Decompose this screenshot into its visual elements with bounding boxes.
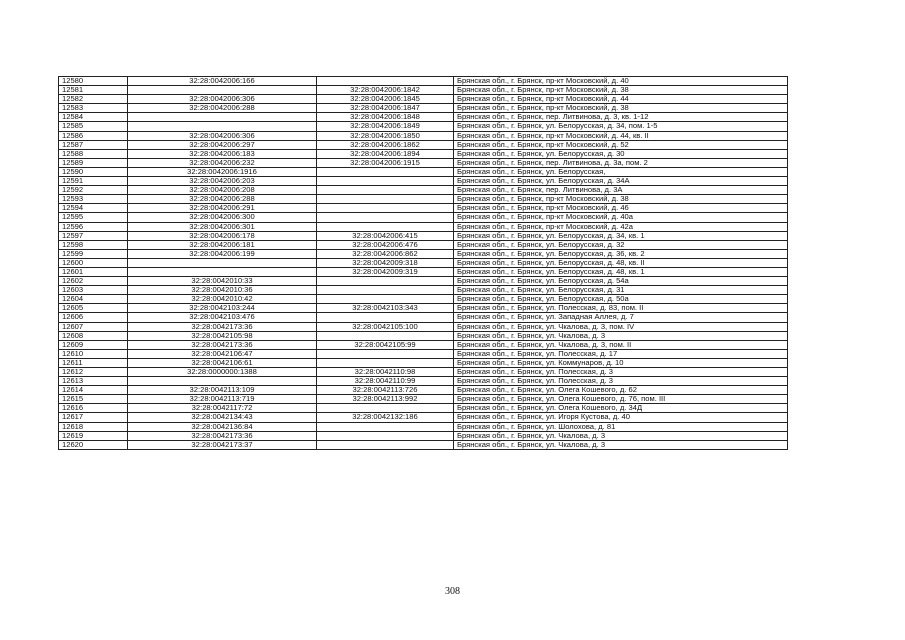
linked-cadastral-number-cell [317,422,454,431]
row-number-cell: 12613 [59,377,128,386]
linked-cadastral-number-cell [317,349,454,358]
row-number-cell: 12616 [59,404,128,413]
row-number-cell: 12582 [59,95,128,104]
linked-cadastral-number-cell [317,167,454,176]
address-cell: Брянская обл., г. Брянск, ул. Белорусская, д. 31 [454,286,788,295]
row-number-cell: 12607 [59,322,128,331]
address-cell: Брянская обл., г. Брянск, ул. Чкалова, д. 3 [454,331,788,340]
address-cell: Брянская обл., г. Брянск, ул. Белорусская, д. 48, кв. 1 [454,267,788,276]
linked-cadastral-number-cell: 32:28:0042009:319 [317,267,454,276]
linked-cadastral-number-cell: 32:28:0042113:726 [317,386,454,395]
address-cell: Брянская обл., г. Брянск, пр-кт Московский, д. 38 [454,195,788,204]
table-row [59,322,788,331]
address-cell: Брянская обл., г. Брянск, ул. Белорусская, д. 32 [454,240,788,249]
table-row [59,195,788,204]
linked-cadastral-number-cell: 32:28:0042105:99 [317,340,454,349]
row-number-cell: 12606 [59,313,128,322]
row-number-cell: 12619 [59,431,128,440]
cadastral-number-cell: 32:28:0042006:1916 [128,167,317,176]
cadastral-number-cell: 32:28:0042010:33 [128,277,317,286]
address-cell: Брянская обл., г. Брянск, ул. Полесская, д. 3 [454,377,788,386]
linked-cadastral-number-cell: 32:28:0042006:862 [317,249,454,258]
linked-cadastral-number-cell [317,222,454,231]
row-number-cell: 12590 [59,167,128,176]
row-number-cell: 12605 [59,304,128,313]
table-row [59,267,788,276]
row-number-cell: 12618 [59,422,128,431]
row-number-cell: 12608 [59,331,128,340]
table-row [59,186,788,195]
address-cell: Брянская обл., г. Брянск, пр-кт Московский, д. 44 [454,95,788,104]
cadastral-number-cell: 32:28:0042106:61 [128,358,317,367]
row-number-cell: 12583 [59,104,128,113]
address-cell: Брянская обл., г. Брянск, ул. Белорусская, д. 54а [454,277,788,286]
address-cell: Брянская обл., г. Брянск, пер. Литвинова, д. 3, кв. 1-12 [454,113,788,122]
cadastral-number-cell: 32:28:0042006:301 [128,222,317,231]
row-number-cell: 12611 [59,358,128,367]
cadastral-number-cell: 32:28:0042006:288 [128,104,317,113]
table-row [59,295,788,304]
address-cell: Брянская обл., г. Брянск, ул. Олега Кошевого, д. 62 [454,386,788,395]
cadastral-number-cell: 32:28:0042006:291 [128,204,317,213]
cadastral-number-cell: 32:28:0042006:181 [128,240,317,249]
address-cell: Брянская обл., г. Брянск, пр-кт Московский, д. 38 [454,86,788,95]
cadastral-number-cell: 32:28:0000000:1388 [128,368,317,377]
linked-cadastral-number-cell [317,204,454,213]
linked-cadastral-number-cell: 32:28:0042006:1862 [317,140,454,149]
address-cell: Брянская обл., г. Брянск, ул. Чкалова, д. 3, пом. IV [454,322,788,331]
linked-cadastral-number-cell [317,431,454,440]
cadastral-number-cell: 32:28:0042103:244 [128,304,317,313]
table-row [59,368,788,377]
table-row [59,440,788,449]
table-row [59,131,788,140]
linked-cadastral-number-cell: 32:28:0042006:1848 [317,113,454,122]
table-row [59,258,788,267]
address-cell: Брянская обл., г. Брянск, ул. Белорусская, д. 50а [454,295,788,304]
row-number-cell: 12612 [59,368,128,377]
cadastral-number-cell: 32:28:0042173:36 [128,340,317,349]
row-number-cell: 12617 [59,413,128,422]
linked-cadastral-number-cell [317,77,454,86]
cadastral-table [58,76,788,450]
table-row [59,240,788,249]
row-number-cell: 12620 [59,440,128,449]
row-number-cell: 12594 [59,204,128,213]
address-cell: Брянская обл., г. Брянск, ул. Полесская, д. 3 [454,368,788,377]
table-row [59,140,788,149]
table-row [59,331,788,340]
table-row [59,404,788,413]
table-row [59,395,788,404]
row-number-cell: 12588 [59,149,128,158]
row-number-cell: 12591 [59,177,128,186]
table-row [59,413,788,422]
address-cell: Брянская обл., г. Брянск, ул. Белорусская, д. 30 [454,149,788,158]
table-row [59,77,788,86]
cadastral-number-cell: 32:28:0042113:719 [128,395,317,404]
cadastral-number-cell: 32:28:0042006:166 [128,77,317,86]
row-number-cell: 12604 [59,295,128,304]
table-row [59,349,788,358]
linked-cadastral-number-cell [317,440,454,449]
table-body [59,77,788,450]
table-row [59,122,788,131]
linked-cadastral-number-cell [317,186,454,195]
address-cell: Брянская обл., г. Брянск, ул. Полесская, д. 83, пом. II [454,304,788,313]
row-number-cell: 12614 [59,386,128,395]
cadastral-number-cell: 32:28:0042006:232 [128,158,317,167]
row-number-cell: 12584 [59,113,128,122]
cadastral-number-cell: 32:28:0042103:476 [128,313,317,322]
cadastral-number-cell: 32:28:0042006:203 [128,177,317,186]
address-cell: Брянская обл., г. Брянск, ул. Игоря Кустова, д. 40 [454,413,788,422]
cadastral-number-cell [128,122,317,131]
table-row [59,313,788,322]
cadastral-number-cell: 32:28:0042006:178 [128,231,317,240]
linked-cadastral-number-cell [317,195,454,204]
linked-cadastral-number-cell: 32:28:0042132:186 [317,413,454,422]
address-cell: Брянская обл., г. Брянск, пер. Литвинова, д. 3А [454,186,788,195]
cadastral-number-cell: 32:28:0042105:98 [128,331,317,340]
row-number-cell: 12580 [59,77,128,86]
cadastral-number-cell [128,86,317,95]
row-number-cell: 12601 [59,267,128,276]
table-row [59,95,788,104]
table-row [59,304,788,313]
table-row [59,177,788,186]
cadastral-number-cell: 32:28:0042173:36 [128,322,317,331]
cadastral-number-cell: 32:28:0042006:208 [128,186,317,195]
table-row [59,104,788,113]
address-cell: Брянская обл., г. Брянск, пр-кт Московский, д. 40 [454,77,788,86]
address-cell: Брянская обл., г. Брянск, пр-кт Московский, д. 42а [454,222,788,231]
row-number-cell: 12581 [59,86,128,95]
cadastral-number-cell: 32:28:0042010:36 [128,286,317,295]
cadastral-number-cell: 32:28:0042173:36 [128,431,317,440]
table-row [59,113,788,122]
linked-cadastral-number-cell: 32:28:0042113:992 [317,395,454,404]
address-cell: Брянская обл., г. Брянск, ул. Полесская, д. 17 [454,349,788,358]
cadastral-number-cell: 32:28:0042134:43 [128,413,317,422]
table-row [59,340,788,349]
address-cell: Брянская обл., г. Брянск, пр-кт Московский, д. 38 [454,104,788,113]
linked-cadastral-number-cell [317,177,454,186]
row-number-cell: 12592 [59,186,128,195]
address-cell: Брянская обл., г. Брянск, ул. Белорусская, д. 34А [454,177,788,186]
row-number-cell: 12593 [59,195,128,204]
table-row [59,286,788,295]
linked-cadastral-number-cell [317,286,454,295]
address-cell: Брянская обл., г. Брянск, ул. Белорусская, [454,167,788,176]
address-cell: Брянская обл., г. Брянск, ул. Чкалова, д. 3 [454,440,788,449]
address-cell: Брянская обл., г. Брянск, ул. Белорусская, д. 36, кв. 2 [454,249,788,258]
cadastral-number-cell: 32:28:0042136:84 [128,422,317,431]
row-number-cell: 12603 [59,286,128,295]
address-cell: Брянская обл., г. Брянск, ул. Белорусская, д. 34, пом. 1-5 [454,122,788,131]
cadastral-number-cell: 32:28:0042006:183 [128,149,317,158]
cadastral-number-cell: 32:28:0042006:288 [128,195,317,204]
table-row [59,249,788,258]
linked-cadastral-number-cell [317,331,454,340]
row-number-cell: 12585 [59,122,128,131]
cadastral-number-cell [128,377,317,386]
address-cell: Брянская обл., г. Брянск, ул. Белорусская, д. 48, кв. II [454,258,788,267]
table-row [59,213,788,222]
cadastral-number-cell: 32:28:0042106:47 [128,349,317,358]
linked-cadastral-number-cell: 32:28:0042006:1850 [317,131,454,140]
row-number-cell: 12589 [59,158,128,167]
table-row [59,422,788,431]
address-cell: Брянская обл., г. Брянск, ул. Шолохова, д. 81 [454,422,788,431]
linked-cadastral-number-cell: 32:28:0042006:1894 [317,149,454,158]
linked-cadastral-number-cell: 32:28:0042006:1915 [317,158,454,167]
cadastral-number-cell: 32:28:0042117:72 [128,404,317,413]
cadastral-number-cell [128,113,317,122]
address-cell: Брянская обл., г. Брянск, пр-кт Московский, д. 40а [454,213,788,222]
row-number-cell: 12595 [59,213,128,222]
table-row [59,149,788,158]
linked-cadastral-number-cell: 32:28:0042103:343 [317,304,454,313]
linked-cadastral-number-cell [317,358,454,367]
cadastral-number-cell: 32:28:0042006:297 [128,140,317,149]
row-number-cell: 12609 [59,340,128,349]
linked-cadastral-number-cell [317,313,454,322]
table-row [59,277,788,286]
linked-cadastral-number-cell: 32:28:0042110:99 [317,377,454,386]
row-number-cell: 12586 [59,131,128,140]
cadastral-number-cell: 32:28:0042006:300 [128,213,317,222]
address-cell: Брянская обл., г. Брянск, пр-кт Московский, д. 44, кв. II [454,131,788,140]
address-cell: Брянская обл., г. Брянск, ул. Коммунаров, д. 10 [454,358,788,367]
linked-cadastral-number-cell: 32:28:0042110:98 [317,368,454,377]
table-row [59,358,788,367]
table-row [59,204,788,213]
linked-cadastral-number-cell: 32:28:0042009:318 [317,258,454,267]
address-cell: Брянская обл., г. Брянск, ул. Чкалова, д. 3 [454,431,788,440]
linked-cadastral-number-cell: 32:28:0042006:1847 [317,104,454,113]
table-row [59,377,788,386]
address-cell: Брянская обл., г. Брянск, ул. Олега Кошевого, д. 76, пом. III [454,395,788,404]
row-number-cell: 12597 [59,231,128,240]
linked-cadastral-number-cell: 32:28:0042006:415 [317,231,454,240]
linked-cadastral-number-cell [317,277,454,286]
table-row [59,431,788,440]
address-cell: Брянская обл., г. Брянск, пр-кт Московский, д. 46 [454,204,788,213]
linked-cadastral-number-cell [317,404,454,413]
address-cell: Брянская обл., г. Брянск, ул. Олега Кошевого, д. 34Д [454,404,788,413]
cadastral-number-cell: 32:28:0042010:42 [128,295,317,304]
row-number-cell: 12602 [59,277,128,286]
table-row [59,386,788,395]
row-number-cell: 12587 [59,140,128,149]
address-cell: Брянская обл., г. Брянск, пер. Литвинова, д. 3а, пом. 2 [454,158,788,167]
address-cell: Брянская обл., г. Брянск, ул. Западная Аллея, д. 7 [454,313,788,322]
cadastral-number-cell: 32:28:0042006:306 [128,95,317,104]
linked-cadastral-number-cell: 32:28:0042006:476 [317,240,454,249]
address-cell: Брянская обл., г. Брянск, пр-кт Московский, д. 52 [454,140,788,149]
cadastral-number-cell [128,258,317,267]
cadastral-number-cell: 32:28:0042173:37 [128,440,317,449]
address-cell: Брянская обл., г. Брянск, ул. Чкалова, д. 3, пом. II [454,340,788,349]
table-row [59,222,788,231]
table-row [59,231,788,240]
table-row [59,167,788,176]
linked-cadastral-number-cell: 32:28:0042006:1849 [317,122,454,131]
row-number-cell: 12610 [59,349,128,358]
cadastral-number-cell: 32:28:0042113:109 [128,386,317,395]
row-number-cell: 12596 [59,222,128,231]
address-cell: Брянская обл., г. Брянск, ул. Белорусская, д. 34, кв. 1 [454,231,788,240]
row-number-cell: 12600 [59,258,128,267]
cadastral-number-cell: 32:28:0042006:306 [128,131,317,140]
linked-cadastral-number-cell: 32:28:0042006:1845 [317,95,454,104]
page-number: 308 [445,586,460,597]
linked-cadastral-number-cell [317,213,454,222]
row-number-cell: 12599 [59,249,128,258]
row-number-cell: 12598 [59,240,128,249]
linked-cadastral-number-cell: 32:28:0042006:1842 [317,86,454,95]
table-row [59,158,788,167]
cadastral-number-cell [128,267,317,276]
linked-cadastral-number-cell: 32:28:0042105:100 [317,322,454,331]
table-row [59,86,788,95]
row-number-cell: 12615 [59,395,128,404]
linked-cadastral-number-cell [317,295,454,304]
cadastral-number-cell: 32:28:0042006:199 [128,249,317,258]
